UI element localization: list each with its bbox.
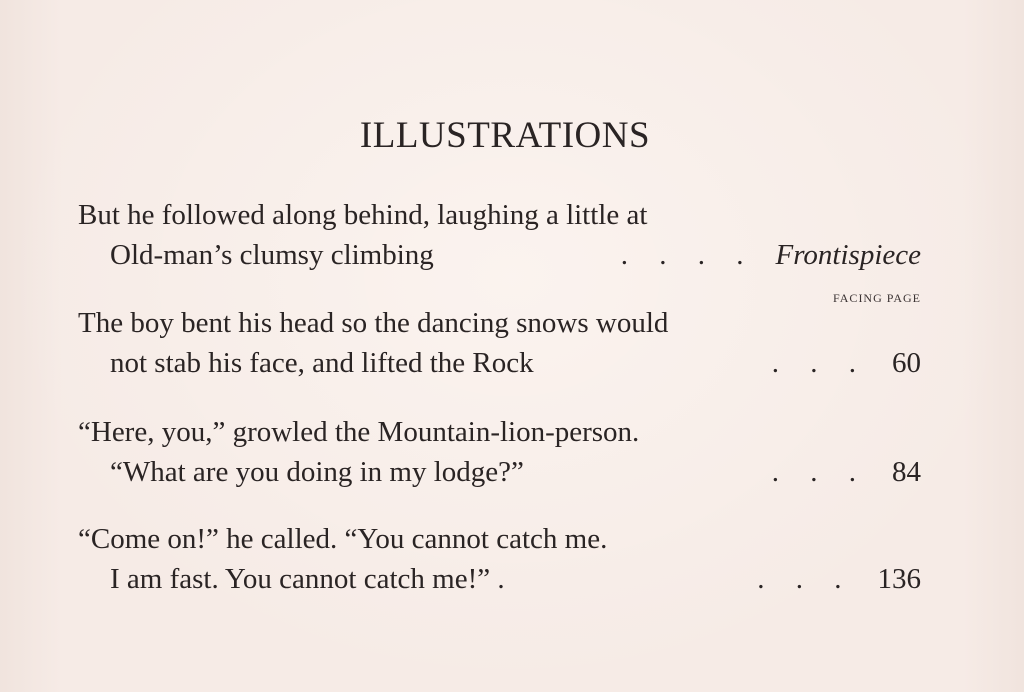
dot-leader: . . . [771, 347, 868, 379]
caption-line-1: “Here, you,” growled the Mountain-lion-person. [78, 416, 640, 448]
dot-leader: . . . . [620, 239, 756, 271]
page-reference: Frontispiece [775, 239, 921, 271]
illustration-entry [78, 195, 921, 275]
caption-line-2-row [78, 343, 921, 383]
illustration-entry [78, 303, 921, 383]
caption-line-2-row [78, 235, 921, 275]
dot-leader: . . . [757, 563, 854, 595]
illustration-entry [78, 519, 921, 599]
caption-line-2-row [78, 452, 921, 492]
caption-line-2: Old-man’s clumsy climbing [110, 239, 434, 271]
page-reference: 60 [892, 347, 921, 379]
caption-line-1: “Come on!” he called. “You cannot catch me. [78, 523, 608, 555]
caption-line-2: I am fast. You cannot catch me!” . [110, 563, 505, 595]
facing-page-label: FACING PAGE [832, 291, 921, 305]
caption-line-1: The boy bent his head so the dancing snows would [78, 307, 669, 339]
page-reference: 84 [892, 456, 921, 488]
caption-line-2: “What are you doing in my lodge?” [110, 456, 524, 488]
page-reference: 136 [877, 563, 921, 595]
caption-line-1: But he followed along behind, laughing a little at [78, 199, 648, 231]
caption-line-2-row [78, 559, 921, 599]
page-title: ILLUSTRATIONS [359, 115, 651, 156]
caption-line-2: not stab his face, and lifted the Rock [110, 347, 534, 379]
illustration-entry [78, 412, 921, 492]
dot-leader: . . . [771, 456, 868, 488]
